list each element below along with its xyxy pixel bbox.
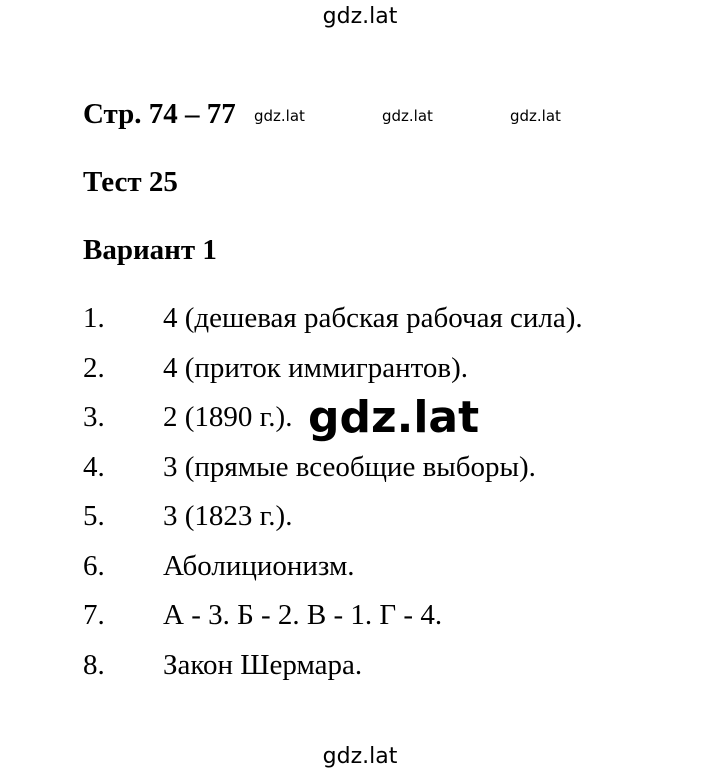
answer-text: 3 (1823 г.). [163,500,293,532]
variant-title: Вариант 1 [83,234,217,266]
answer-text: 4 (приток иммигрантов). [163,351,468,384]
watermark-inline-1: gdz.lat [254,107,305,125]
watermark-inline-2: gdz.lat [382,107,433,125]
answer-number: 4. [83,450,105,483]
watermark-large: gdz.lat [308,392,480,443]
page-range-heading: Стр. 74 – 77 [83,98,236,130]
answer-text: А - 3. Б - 2. В - 1. Г - 4. [163,599,443,631]
answer-number: 7. [83,599,105,631]
answer-text: Аболиционизм. [163,549,355,582]
watermark-top: gdz.lat [322,4,398,29]
answer-number: 6. [83,549,105,582]
answer-text: 3 (прямые всеобщие выборы). [163,450,536,483]
answer-number: 8. [83,648,105,681]
answer-number: 2. [83,351,105,384]
test-title: Тест 25 [83,166,178,198]
watermark-bottom: gdz.lat [322,744,398,769]
answer-number: 3. [83,401,105,433]
answer-text: 4 (дешевая рабская рабочая сила). [163,302,583,334]
answer-number: 1. [83,302,105,334]
answer-text: 2 (1890 г.). [163,401,293,433]
answer-text: Закон Шермара. [163,648,363,681]
watermark-inline-3: gdz.lat [510,107,561,125]
answer-number: 5. [83,500,105,532]
